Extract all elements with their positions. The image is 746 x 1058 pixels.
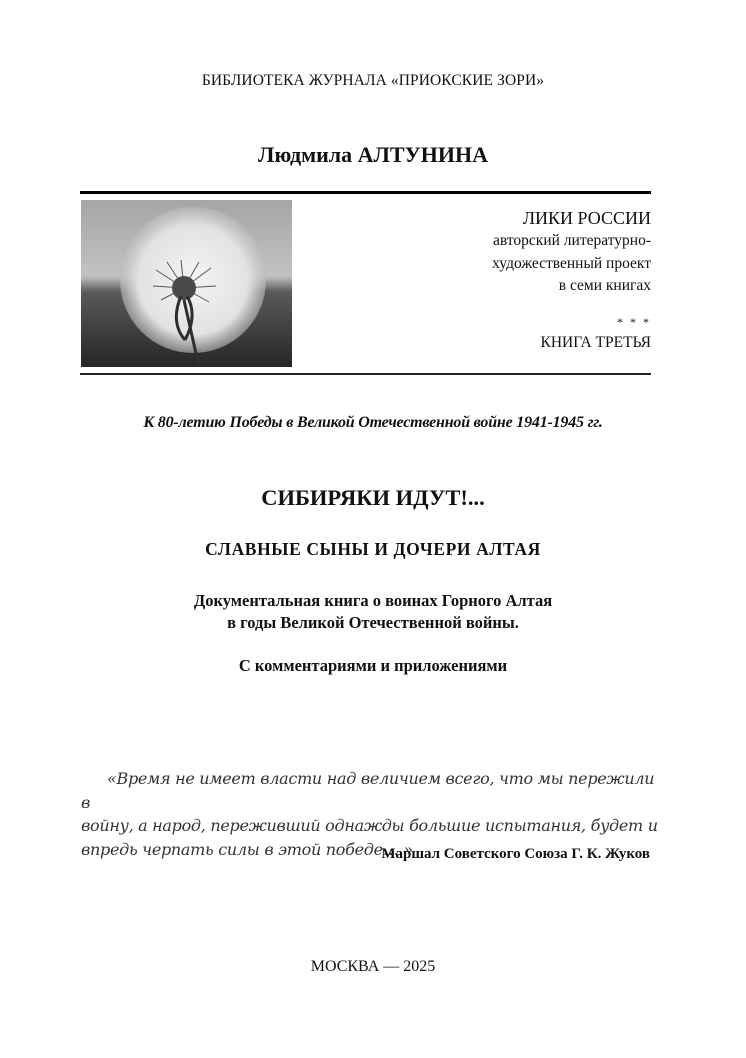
comments-note: С комментариями и приложениями [238, 656, 508, 675]
cover-image [81, 200, 292, 367]
book-description [0, 590, 746, 634]
series-heading: БИБЛИОТЕКА ЖУРНАЛА «ПРИОКСКИЕ ЗОРИ» [201, 72, 545, 89]
book-number: КНИГА ТРЕТЬЯ [540, 333, 651, 351]
dandelion-painting-icon [81, 200, 292, 367]
epigraph-line [81, 767, 661, 814]
dedication: К 80-летию Победы в Великой Отечественной войне 1941-1945 гг. [143, 414, 603, 431]
bottom-divider [80, 373, 651, 375]
project-line: в семи книгах [558, 277, 651, 294]
epigraph-line: войну, а народ, переживший однажды большие испытания, будет и [81, 816, 658, 835]
top-divider [80, 191, 651, 194]
project-line: авторский литературно- [493, 232, 651, 249]
asterism-separator: * * * [617, 314, 651, 329]
epigraph-line: впредь черпать силы в этой победе… » [81, 839, 413, 859]
description-line: Документальная книга о воинах Горного Алтая [193, 591, 553, 610]
description-line: в годы Великой Отечественной войны. [227, 613, 519, 632]
book-title: СИБИРЯКИ ИДУТ!... [261, 485, 485, 510]
book-subtitle: СЛАВНЫЕ СЫНЫ И ДОЧЕРИ АЛТАЯ [205, 539, 541, 559]
imprint: МОСКВА — 2025 [310, 958, 436, 975]
epigraph-text: «Время не имеет власти над величием всего, что мы пережили в [81, 769, 655, 812]
project-title: ЛИКИ РОССИИ [522, 208, 651, 228]
project-line: художественный проект [492, 254, 651, 272]
epigraph-attribution: Маршал Советского Союза Г. К. Жуков [381, 846, 650, 862]
author-name: Людмила АЛТУНИНА [258, 142, 488, 167]
project-block [492, 206, 651, 354]
